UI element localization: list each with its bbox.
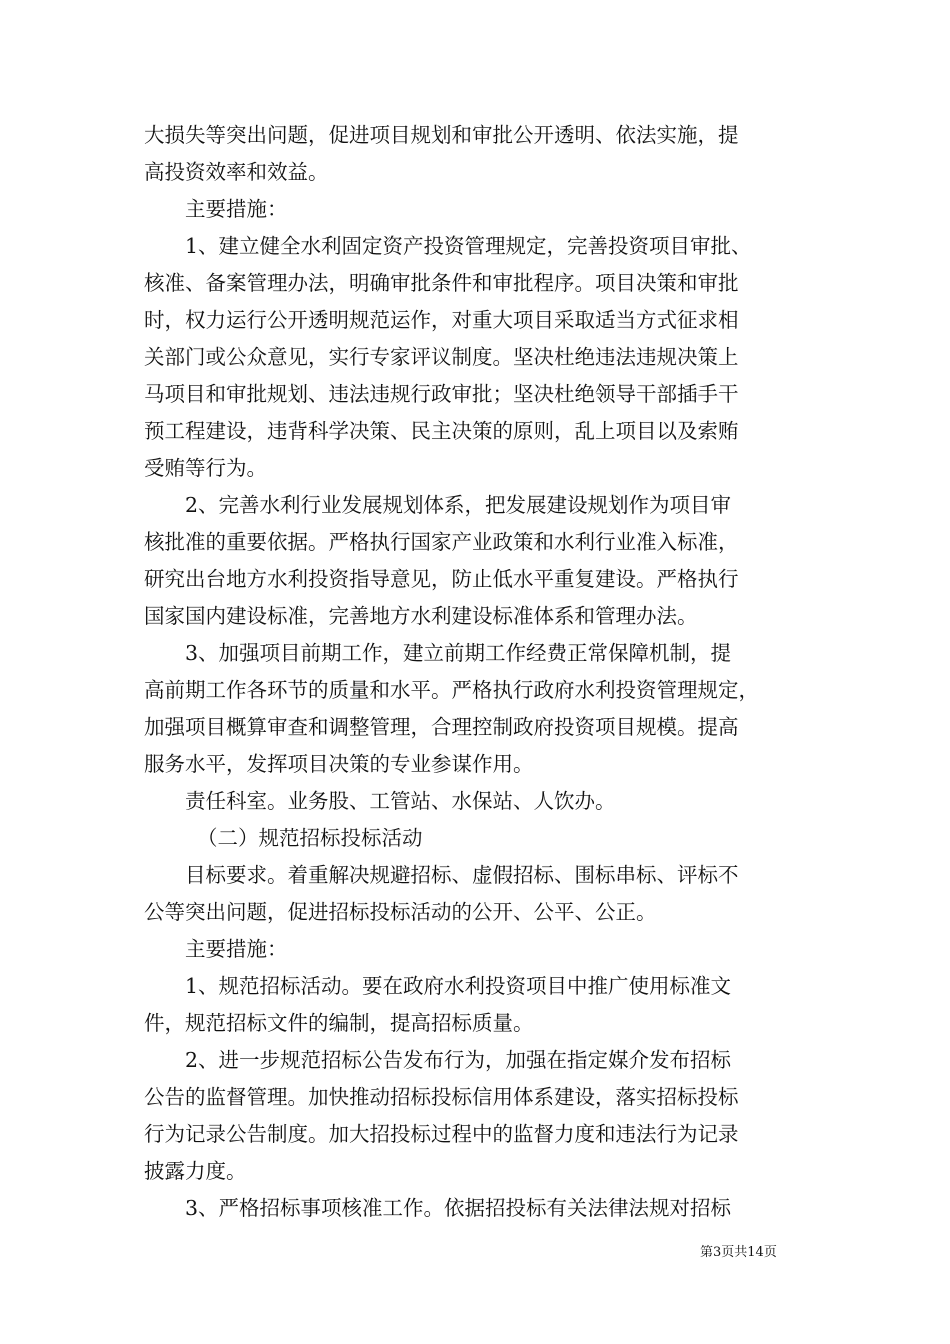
section-heading: （二）规范招标投标活动 (197, 826, 423, 850)
paragraph-line: 国家国内建设标准，完善地方水利建设标准体系和管理办法。 (144, 604, 698, 628)
paragraph-line: 核准、备案管理办法，明确审批条件和审批程序。项目决策和审批 (144, 271, 739, 295)
paragraph-line: 主要措施： (185, 937, 288, 961)
document-body (144, 117, 808, 1227)
paragraph-line: 目标要求。着重解决规避招标、虚假招标、围标串标、评标不 (185, 863, 739, 887)
paragraph-line: 责任科室。业务股、工管站、水保站、人饮办。 (185, 789, 616, 813)
paragraph-line: 披露力度。 (144, 1159, 247, 1183)
paragraph-line: 时，权力运行公开透明规范运作，对重大项目采取适当方式征求相 (144, 308, 739, 332)
paragraph-line: 2、完善水利行业发展规划体系，把发展建设规划作为项目审 (185, 493, 732, 517)
paragraph-line: 预工程建设，违背科学决策、民主决策的原则，乱上项目以及索贿 (144, 419, 739, 443)
paragraph-line: 关部门或公众意见，实行专家评议制度。坚决杜绝违法违规决策上 (144, 345, 739, 369)
paragraph-line: 研究出台地方水利投资指导意见，防止低水平重复建设。严格执行 (144, 567, 739, 591)
paragraph-line: 核批准的重要依据。严格执行国家产业政策和水利行业准入标准， (144, 530, 739, 554)
paragraph-line: 马项目和审批规划、违法违规行政审批；坚决杜绝领导干部插手干 (144, 382, 739, 406)
paragraph-line: 3、严格招标事项核准工作。依据招投标有关法律法规对招标 (185, 1196, 732, 1220)
paragraph-line: 受贿等行为。 (144, 456, 267, 480)
paragraph-line: 公等突出问题，促进招标投标活动的公开、公平、公正。 (144, 900, 657, 924)
paragraph-line: 行为记录公告制度。加大招投标过程中的监督力度和违法行为记录 (144, 1122, 739, 1146)
paragraph-line: 加强项目概算审查和调整管理，合理控制政府投资项目规模。提高 (144, 715, 739, 739)
paragraph-line: 件，规范招标文件的编制，提高招标质量。 (144, 1011, 534, 1035)
paragraph-line: 2、进一步规范招标公告发布行为，加强在指定媒介发布招标 (185, 1048, 732, 1072)
page-number-footer: 第3页共14页 (700, 1245, 777, 1260)
paragraph-line: 高投资效率和效益。 (144, 160, 329, 184)
paragraph-line: 1、规范招标活动。要在政府水利投资项目中推广使用标准文 (185, 974, 732, 998)
paragraph-line: 主要措施： (185, 197, 288, 221)
paragraph-line: 高前期工作各环节的质量和水平。严格执行政府水利投资管理规定， (144, 678, 759, 702)
paragraph-line: 服务水平，发挥项目决策的专业参谋作用。 (144, 752, 534, 776)
paragraph-line: 3、加强项目前期工作，建立前期工作经费正常保障机制，提 (185, 641, 732, 665)
paragraph-line: 大损失等突出问题，促进项目规划和审批公开透明、依法实施，提 (144, 123, 739, 147)
paragraph-line: 1、建立健全水利固定资产投资管理规定，完善投资项目审批、 (185, 234, 752, 258)
paragraph-line: 公告的监督管理。加快推动招标投标信用体系建设，落实招标投标 (144, 1085, 739, 1109)
